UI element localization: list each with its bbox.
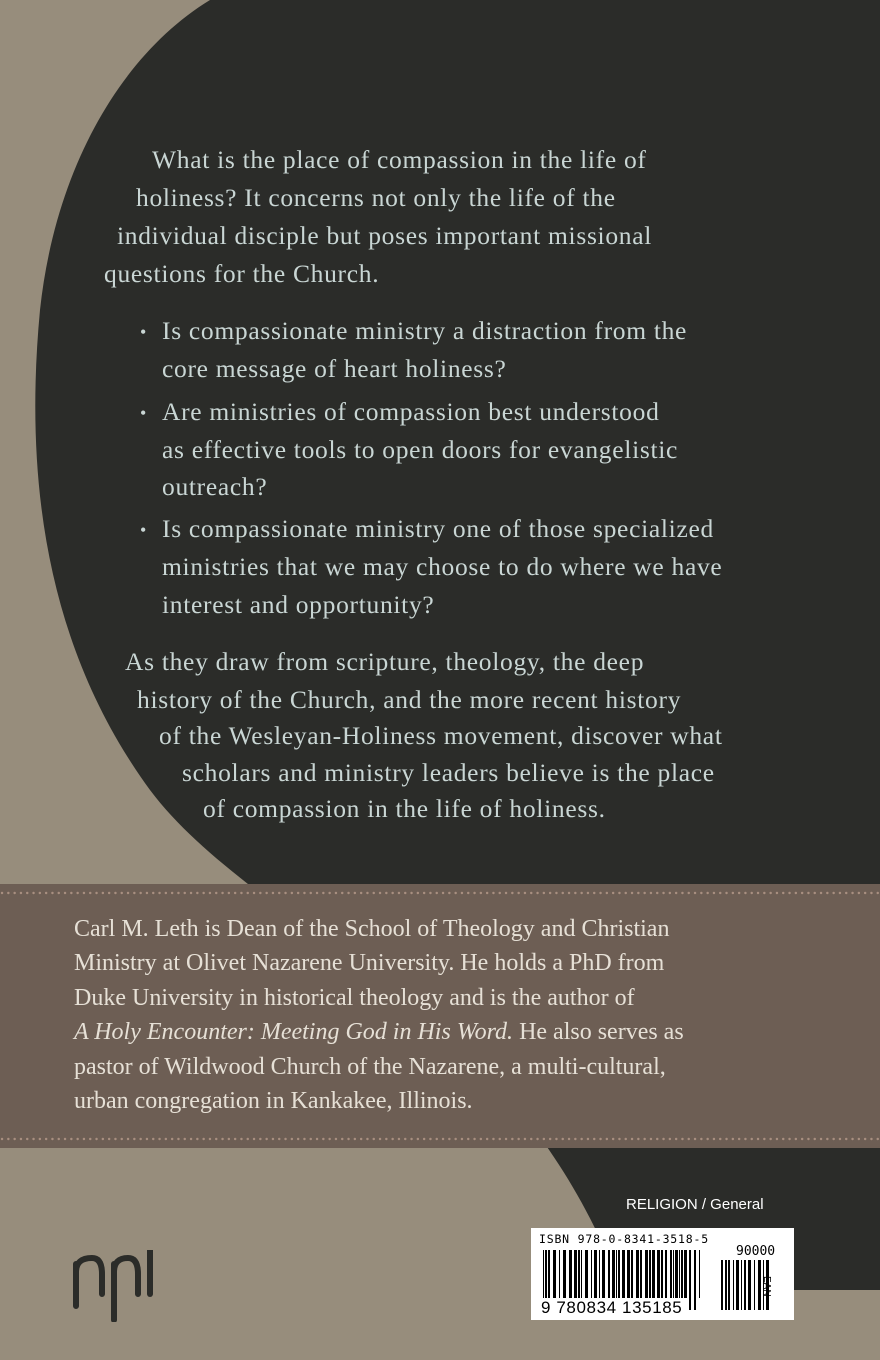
question-3-line-2: ministries that we may choose to do where we have (162, 552, 723, 581)
question-3-line-1: Is compassionate ministry one of those specialized (162, 514, 714, 543)
category-label: RELIGION / General (626, 1196, 764, 1213)
bio-line-3: Duke University in historical theology and is the author of (74, 985, 635, 1011)
question-2-line-1: Are ministries of compassion best understood (162, 397, 660, 426)
bio-line-2: Ministry at Olivet Nazarene University. He holds a PhD from (74, 950, 665, 976)
question-3-line-3: interest and opportunity? (162, 590, 435, 619)
barcode-digits: 9 780834 135185 (541, 1298, 683, 1317)
bio-line-6: urban congregation in Kankakee, Illinois. (74, 1088, 473, 1114)
question-1-line-1: Is compassionate ministry a distraction from the (162, 316, 688, 345)
closing-line-4: scholars and ministry leaders believe is the place (182, 758, 715, 787)
bio-line-4 (74, 1015, 684, 1050)
isbn-text: ISBN 978-0-8341-3518-5 (539, 1232, 709, 1246)
closing-line-3: of the Wesleyan-Holiness movement, discover what (159, 721, 723, 750)
nph-logo-icon (72, 1250, 162, 1322)
bio-line-5: pastor of Wildwood Church of the Nazarene, a multi-cultural, (74, 1054, 666, 1080)
intro-line-1: What is the place of compassion in the life of (152, 145, 647, 174)
question-2-line-3: outreach? (162, 472, 268, 501)
bullet-icon: • (140, 322, 147, 342)
price-code: 90000 (736, 1244, 776, 1259)
ean-label: EAN (761, 1276, 772, 1297)
bio-line-1: Carl M. Leth is Dean of the School of Theology and Christian (74, 916, 670, 942)
closing-line-1: As they draw from scripture, theology, the deep (125, 647, 645, 676)
dotted-rule-bottom (0, 1136, 880, 1142)
closing-line-5: of compassion in the life of holiness. (203, 794, 606, 823)
bullet-icon: • (140, 403, 147, 423)
intro-line-2: holiness? It concerns not only the life of the (136, 183, 616, 212)
bio-line-4-rest: He also serves as (513, 1019, 684, 1045)
intro-line-4: questions for the Church. (104, 259, 380, 288)
isbn-barcode (531, 1228, 794, 1320)
dotted-rule-top (0, 890, 880, 896)
question-1-line-2: core message of heart holiness? (162, 354, 507, 383)
question-2-line-2: as effective tools to open doors for evangelistic (162, 435, 679, 464)
author-bio-band (0, 884, 880, 1148)
closing-line-2: history of the Church, and the more recent history (137, 685, 682, 714)
book-title: A Holy Encounter: Meeting God in His Word. (74, 1019, 514, 1045)
bullet-icon: • (140, 520, 147, 540)
intro-line-3: individual disciple but poses important missional (117, 221, 653, 250)
